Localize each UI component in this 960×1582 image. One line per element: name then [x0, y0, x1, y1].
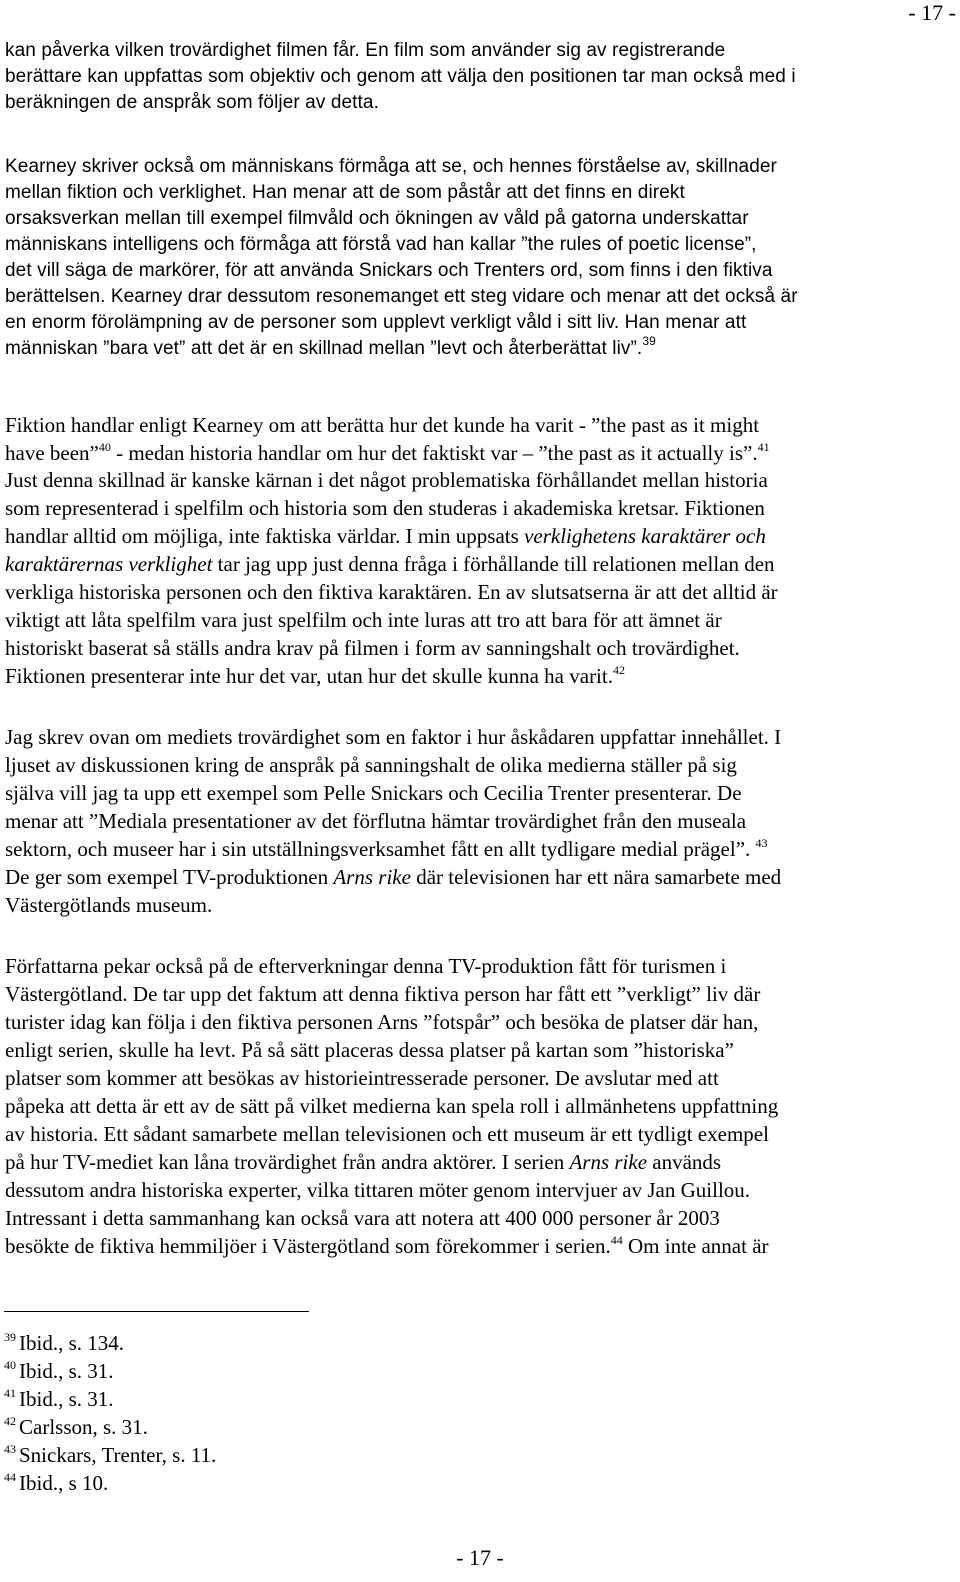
p5-line-10: Intressant i detta sammanhang kan också vara att notera att 400 000 personer år 2003: [5, 1206, 720, 1230]
p3-line-6-title: karaktärernas verklighet: [5, 552, 213, 576]
p3-line-2: [5, 440, 770, 466]
p3-line-3: Just denna skillnad är kanske kärnan i det något problematiska förhållandet mellan historia: [5, 468, 768, 492]
p4-line-7: Västergötlands museum.: [5, 893, 213, 917]
p2-line-6: berättelsen. Kearney drar dessutom resonemanget ett steg vidare och menar att det också är: [5, 286, 798, 307]
page-number-top: - 17 -: [908, 0, 956, 25]
p5-line-11: [5, 1233, 769, 1259]
p1-line-2: berättare kan uppfattas som objektiv och genom att välja den positionen tar man också med i: [5, 66, 796, 87]
footnote-number: 40: [4, 1358, 16, 1372]
footnote-ref-44: 44: [610, 1233, 623, 1247]
footnote-text: Carlsson, s. 31.: [19, 1415, 148, 1439]
footnote-number: 39: [4, 1330, 16, 1344]
p4-line-6-title: Arns rike: [333, 865, 411, 889]
p3-line-8: viktigt att låta spelfilm vara just spelfilm och inte luras att tro att bara för att ämnet är: [5, 608, 722, 632]
p5-line-8-a: på hur TV-mediet kan låna trovärdighet från andra aktörer. I serien: [5, 1150, 570, 1174]
footnote-43: [4, 1442, 216, 1468]
footnote-text: Snickars, Trenter, s. 11.: [19, 1443, 217, 1467]
footnote-44: [4, 1470, 108, 1496]
footnote-text: Ibid., s. 31.: [19, 1387, 114, 1411]
footnote-ref-43: 43: [755, 836, 768, 850]
p4-line-4: menar att ”Mediala presentationer av det förflutna hämtar trovärdighet från den museala: [5, 809, 747, 833]
footnote-40: [4, 1358, 114, 1384]
p3-line-5: [5, 523, 766, 549]
p2-line-8: [5, 336, 656, 362]
p3-line-5-a: handlar alltid om möjliga, inte faktiska världar. I min uppsats: [5, 524, 525, 548]
p5-line-9: dessutom andra historiska experter, vilka tittaren möter genom intervjuer av Jan Guillou.: [5, 1178, 751, 1202]
page-number-bottom: - 17 -: [456, 1545, 504, 1570]
p3-line-5-title: verklighetens karaktärer och: [524, 524, 766, 548]
p5-line-7: av historia. Ett sådant samarbete mellan televisionen och ett museum är ett tydligt exempel: [5, 1122, 769, 1146]
p3-line-1: Fiktion handlar enligt Kearney om att berätta hur det kunde ha varit - ”the past as it might: [5, 413, 760, 437]
p5-line-4: enligt serien, skulle ha levt. På så sätt placeras dessa platser på kartan som ”historiska”: [5, 1038, 734, 1062]
footnote-ref-39: 39: [642, 334, 656, 348]
p5-line-8-title: Arns rike: [569, 1150, 648, 1174]
footnote-number: 41: [4, 1386, 16, 1400]
footnote-ref-40: 40: [98, 440, 111, 454]
p4-line-5: [5, 836, 768, 862]
p4-line-5-text: sektorn, och museer har i sin utställningsverksamhet fått en allt tydligare medial prägel”.: [5, 837, 751, 861]
p3-line-7: verkliga historiska personen och den fiktiva karaktären. En av slutsatserna är att det alltid är: [5, 580, 778, 604]
footnote-number: 43: [4, 1442, 16, 1456]
p4-line-3: själva vill jag ta upp ett exempel som Pelle Snickars och Cecilia Trenter presenterar. De: [5, 781, 742, 805]
footnote-number: 42: [4, 1414, 16, 1428]
p5-line-2: Västergötland. De tar upp det faktum att denna fiktiva person har fått ett ”verkligt” liv där: [5, 982, 761, 1006]
p5-line-5: platser som kommer att besökas av historieintresserade personer. De avslutar med att: [5, 1066, 719, 1090]
p4-line-1: Jag skrev ovan om mediets trovärdighet som en faktor i hur åskådaren uppfattar innehållet. I: [5, 725, 782, 749]
p5-line-8: [5, 1149, 721, 1175]
p3-line-2-b: - medan historia handlar om hur det faktiskt var – ”the past as it actually is”.: [110, 441, 758, 465]
p2-line-8-text: människan ”bara vet” att det är en skillnad mellan ”levt och återberättat liv”.: [5, 338, 643, 359]
footnote-ref-41: 41: [757, 440, 770, 454]
p3-line-10-text: Fiktionen presenterar inte hur det var, utan hur det skulle kunna ha varit.: [5, 664, 613, 688]
p2-line-5: det vill säga de markörer, för att använda Snickars och Trenters ord, som finns i den fiktiva: [5, 260, 773, 281]
p5-line-11-b: Om inte annat är: [622, 1234, 769, 1258]
footnote-39: [4, 1330, 124, 1356]
p2-line-2: mellan fiktion och verklighet. Han menar att de som påstår att det finns en direkt: [5, 182, 685, 203]
footnote-text: Ibid., s 10.: [19, 1471, 109, 1495]
p2-line-1: Kearney skriver också om människans förmåga att se, och hennes förståelse av, skillnader: [5, 156, 777, 177]
p3-line-6-b: tar jag upp just denna fråga i förhållande till relationen mellan den: [212, 552, 775, 576]
p3-line-2-a: have been”: [5, 441, 99, 465]
p5-line-8-b: används: [647, 1150, 722, 1174]
p4-line-2: ljuset av diskussionen kring de anspråk på sanningshalt de olika medierna ställer på sig: [5, 753, 737, 777]
p2-line-3: orsaksverkan mellan till exempel filmvåld och ökningen av våld på gatorna underskattar: [5, 208, 749, 229]
p5-line-1: Författarna pekar också på de efterverkningar denna TV-produktion fått för turismen i: [5, 954, 727, 978]
footnote-41: [4, 1386, 114, 1412]
p2-line-4: människans intelligens och förmåga att förstå vad han kallar ”the rules of poetic license”,: [5, 234, 757, 255]
p4-line-6-b: där televisionen har ett nära samarbete med: [410, 865, 782, 889]
p2-line-7: en enorm förolämpning av de personer som upplevt verkligt våld i sitt liv. Han menar att: [5, 312, 747, 333]
footnote-42: [4, 1414, 148, 1440]
p4-line-6: [5, 864, 781, 890]
p3-line-10: [5, 663, 625, 689]
p1-line-3: beräkningen de anspråk som följer av detta.: [5, 92, 379, 113]
p3-line-6: [5, 551, 775, 577]
p5-line-6: påpeka att detta är ett av de sätt på vilket medierna kan spela roll i allmänhetens uppfattning: [5, 1094, 779, 1118]
p3-line-4: som representerad i spelfilm och historia som den studeras i akademiska kretsar. Fiktionen: [5, 496, 765, 520]
p1-line-1: kan påverka vilken trovärdighet filmen får. En film som använder sig av registrerande: [5, 40, 726, 61]
p5-line-11-a: besökte de fiktiva hemmiljöer i Västergötland som förekommer i serien.: [5, 1234, 611, 1258]
p5-line-3: turister idag kan följa i den fiktiva personen Arns ”fotspår” och besöka de platser där han,: [5, 1010, 759, 1034]
footnote-text: Ibid., s. 31.: [19, 1359, 114, 1383]
footnote-number: 44: [4, 1470, 16, 1484]
footnote-text: Ibid., s. 134.: [19, 1331, 124, 1355]
footnote-separator: [4, 1311, 309, 1312]
footnote-ref-42: 42: [612, 663, 625, 677]
p4-line-6-a: De ger som exempel TV-produktionen: [5, 865, 334, 889]
p3-line-9: historiskt baserat så ställs andra krav på filmen i form av sanningshalt och trovärdighet.: [5, 636, 740, 660]
